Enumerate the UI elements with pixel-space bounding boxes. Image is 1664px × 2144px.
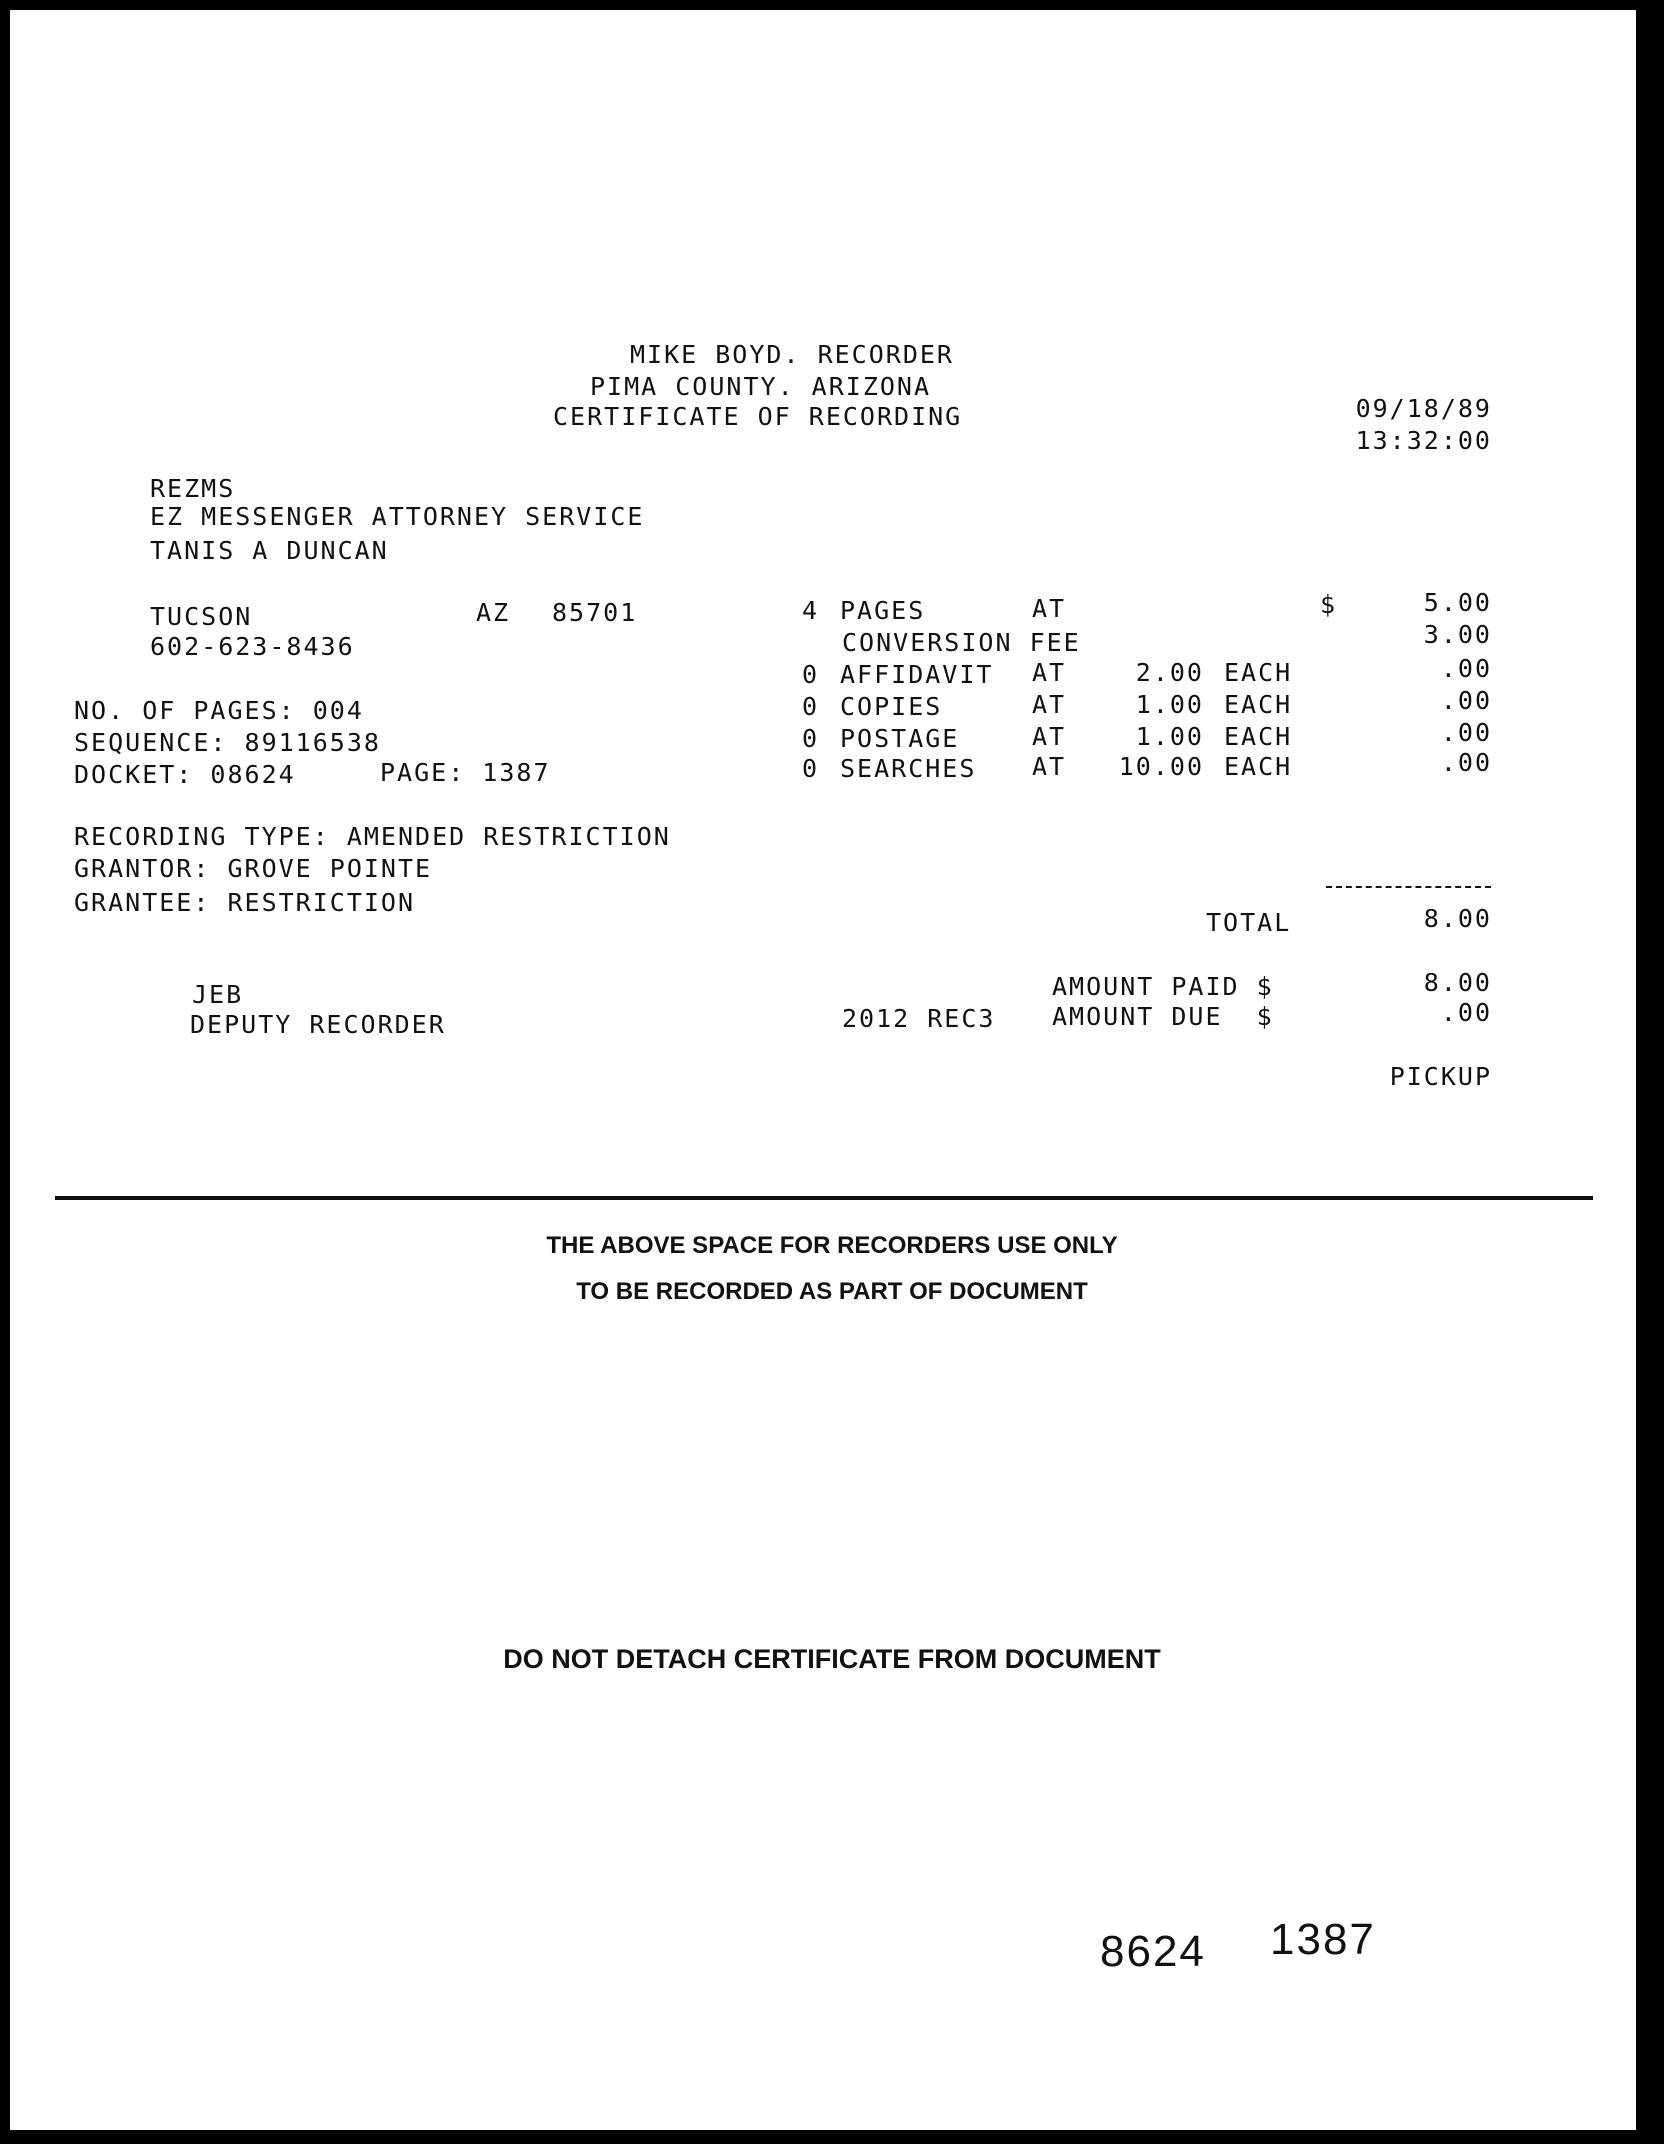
amount-due: .00 xyxy=(1440,998,1492,1027)
amount-due-label: AMOUNT DUE $ xyxy=(1052,1002,1274,1031)
fee-rate: 2.00 xyxy=(1135,658,1204,687)
currency-symbol: $ xyxy=(1320,590,1338,619)
recording-type: RECORDING TYPE: AMENDED RESTRICTION xyxy=(74,822,671,851)
fee-at: AT xyxy=(1032,722,1067,751)
fee-each: EACH xyxy=(1224,722,1293,751)
register-code: 2012 REC3 xyxy=(842,1004,996,1033)
addressee-company: EZ MESSENGER ATTORNEY SERVICE xyxy=(150,502,645,531)
county-state: PIMA COUNTY. ARIZONA xyxy=(590,372,932,401)
notice-recorded-part: TO BE RECORDED AS PART OF DOCUMENT xyxy=(576,1278,1088,1305)
grantor: GRANTOR: GROVE POINTE xyxy=(74,854,433,883)
fee-rate: 10.00 xyxy=(1118,752,1204,781)
fee-item: AFFIDAVIT xyxy=(840,660,994,689)
fee-amount: 3.00 xyxy=(1423,620,1492,649)
stamp-page: 1387 xyxy=(1270,1915,1376,1964)
fee-quantity: 0 xyxy=(802,692,820,721)
fee-item: COPIES xyxy=(840,692,943,721)
number-of-pages: NO. OF PAGES: 004 xyxy=(74,696,364,725)
fee-item: PAGES xyxy=(840,596,926,625)
addressee-name: TANIS A DUNCAN xyxy=(150,536,389,565)
certificate-title: CERTIFICATE OF RECORDING xyxy=(553,402,963,431)
fee-rate: 1.00 xyxy=(1135,690,1204,719)
total-label: TOTAL xyxy=(1206,908,1292,937)
fee-amount: .00 xyxy=(1440,718,1492,747)
addressee-state: AZ xyxy=(476,598,511,627)
addressee-code: REZMS xyxy=(150,474,236,503)
total-rule xyxy=(1326,886,1491,888)
docket-number: DOCKET: 08624 xyxy=(74,760,296,789)
stamp-docket: 8624 xyxy=(1100,1927,1206,1976)
fee-rate: 1.00 xyxy=(1135,722,1204,751)
addressee-city: TUCSON xyxy=(150,602,253,631)
fee-quantity: 0 xyxy=(802,660,820,689)
fee-quantity: 4 xyxy=(802,596,820,625)
fee-item: CONVERSION FEE xyxy=(842,628,1081,657)
amount-paid-label: AMOUNT PAID $ xyxy=(1052,972,1274,1001)
scan-border-bottom xyxy=(0,2130,1664,2144)
scan-border-top xyxy=(0,0,1664,10)
sequence-number: SEQUENCE: 89116538 xyxy=(74,728,381,757)
page-number: PAGE: 1387 xyxy=(380,758,551,787)
fee-each: EACH xyxy=(1224,658,1293,687)
recorder-name: MIKE BOYD. RECORDER xyxy=(630,340,954,369)
grantee: GRANTEE: RESTRICTION xyxy=(74,888,416,917)
fee-at: AT xyxy=(1032,594,1067,623)
fee-quantity: 0 xyxy=(802,724,820,753)
fee-item: POSTAGE xyxy=(840,724,960,753)
addressee-zip: 85701 xyxy=(552,598,638,627)
deputy-initials: JEB xyxy=(192,980,244,1009)
delivery-method: PICKUP xyxy=(1389,1062,1492,1091)
fee-item: SEARCHES xyxy=(840,754,977,783)
scan-border-left xyxy=(0,0,10,2144)
fee-amount: 5.00 xyxy=(1423,588,1492,617)
total-amount: 8.00 xyxy=(1423,904,1492,933)
amount-paid: 8.00 xyxy=(1423,968,1492,997)
fee-at: AT xyxy=(1032,752,1067,781)
notice-recorders-use: THE ABOVE SPACE FOR RECORDERS USE ONLY xyxy=(546,1232,1118,1259)
separator-rule xyxy=(55,1196,1593,1200)
fee-amount: .00 xyxy=(1440,686,1492,715)
notice-do-not-detach: DO NOT DETACH CERTIFICATE FROM DOCUMENT xyxy=(503,1644,1161,1674)
scan-border-right xyxy=(1636,0,1664,2144)
fee-each: EACH xyxy=(1224,752,1293,781)
fee-quantity: 0 xyxy=(802,754,820,783)
fee-at: AT xyxy=(1032,690,1067,719)
deputy-title: DEPUTY RECORDER xyxy=(190,1010,446,1039)
recording-date: 09/18/89 xyxy=(1355,394,1492,423)
fee-at: AT xyxy=(1032,658,1067,687)
fee-amount: .00 xyxy=(1440,748,1492,777)
addressee-phone: 602-623-8436 xyxy=(150,632,355,661)
fee-amount: .00 xyxy=(1440,654,1492,683)
fee-each: EACH xyxy=(1224,690,1293,719)
recording-time: 13:32:00 xyxy=(1355,426,1492,455)
